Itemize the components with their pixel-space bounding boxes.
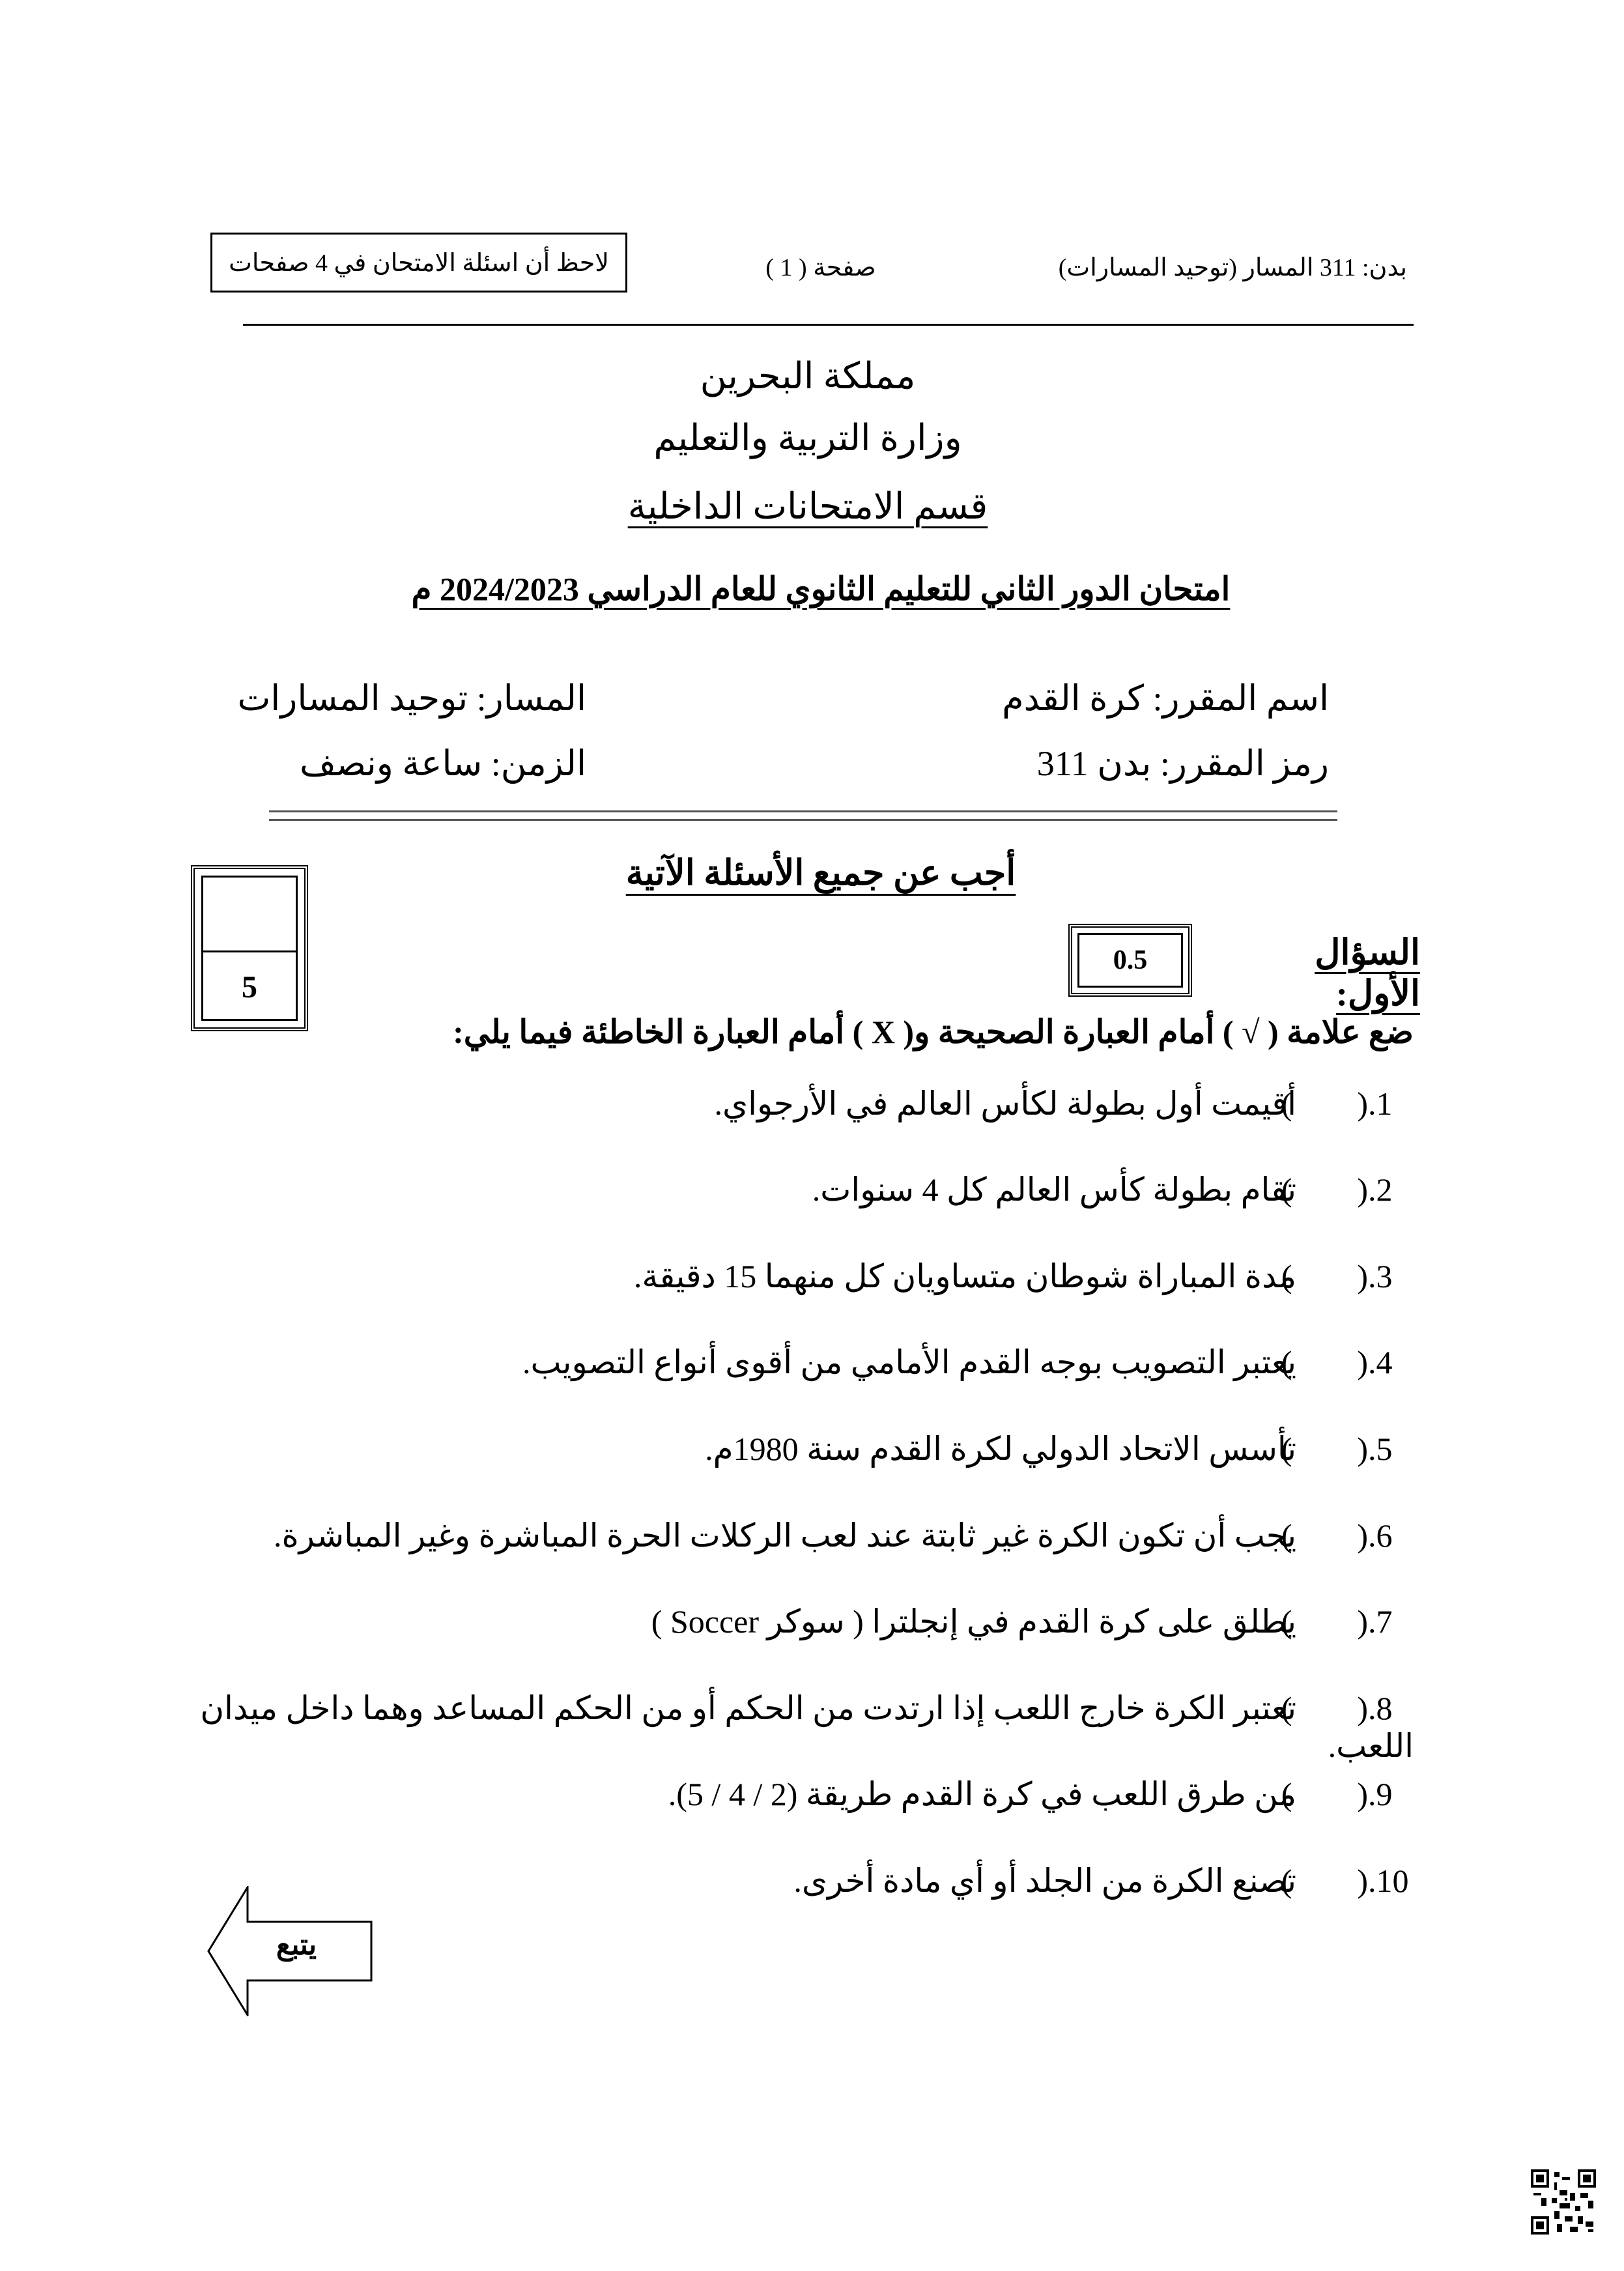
item-text: يطلق على كرة القدم في إنجلترا ( سوكر Soccer ) [651,1603,1296,1640]
exam-title-text: امتحان الدور الثاني للتعليم الثانوي للعام الدراسي 2024/2023 م [411,571,1231,607]
qr-code-icon [1531,2169,1596,2235]
answer-blank[interactable]: ( ) [1281,1344,1368,1380]
item-number: 10. [1368,1863,1409,1899]
department-name [456,485,1160,528]
ministry-name: وزارة التربية والتعليم [653,418,962,459]
exam-pages-note [210,233,627,293]
item-text: تأسس الاتحاد الدولي لكرة القدم سنة 1980م. [705,1431,1296,1467]
course-code: رمز المقرر: بدن 311 [1036,744,1329,783]
question-marks-value: 0.5 [1113,945,1148,975]
exam-pages-note-text: لاحظ أن اسئلة الامتحان في 4 صفحات [229,249,609,277]
item-number: 6. [1368,1517,1393,1554]
item-text: أقيمت أول بطولة لكأس العالم في الأرجواي. [714,1085,1296,1122]
item-text: تصنع الكرة من الجلد أو أي مادة أخرى. [793,1863,1296,1899]
continue-label: يتبع [276,1929,317,1961]
item-number: 8. [1368,1690,1393,1726]
question-marks [1068,924,1192,997]
item-number: 7. [1368,1603,1393,1640]
question-label [1225,932,1420,1014]
track: المسار: توحيد المسارات [237,679,586,718]
country-name: مملكة البحرين [700,356,916,397]
question-item [130,1689,1414,1764]
answer-blank[interactable]: ( ) [1281,1431,1368,1467]
answer-blank[interactable]: ( ) [1281,1517,1368,1554]
question-item [130,1430,1414,1476]
answer-blank[interactable]: ( ) [1281,1690,1368,1726]
question-label-text: السؤال الأول: [1315,933,1420,1013]
item-number: 9. [1368,1776,1393,1812]
item-text: تعتبر الكرة خارج اللعب إذا ارتدت من الحكم أو من الحكم المساعد وهما داخل ميدان اللعب. [200,1690,1414,1764]
page-number: صفحة ( 1 ) [765,254,876,281]
answer-blank[interactable]: ( ) [1281,1085,1368,1122]
duration: الزمن: ساعة ونصف [300,744,586,783]
question-item [130,1517,1414,1562]
question-item [130,1603,1414,1648]
item-number: 5. [1368,1431,1393,1467]
score-box [191,865,308,1031]
question-item [130,1775,1414,1821]
exam-title [365,570,1277,608]
item-text: من طرق اللعب في كرة القدم طريقة (2 / 4 / 5). [668,1776,1296,1812]
course-reference: بدن: 311 المسار (توحيد المسارات) [1058,254,1407,281]
answer-blank[interactable]: ( ) [1281,1258,1368,1294]
item-text: تقام بطولة كأس العالم كل 4 سنوات. [812,1171,1296,1208]
score-box-inner [201,876,298,1021]
section-divider [269,810,1337,821]
item-number: 1. [1368,1085,1393,1122]
course-name: اسم المقرر: كرة القدم [1002,679,1329,718]
answer-blank[interactable]: ( ) [1281,1863,1368,1899]
question-item [130,1343,1414,1389]
item-number: 4. [1368,1344,1393,1380]
question-item [130,1171,1414,1216]
answer-blank[interactable]: ( ) [1281,1171,1368,1208]
score-total: 5 [242,969,257,1005]
department-name-text: قسم الامتحانات الداخلية [627,487,988,527]
item-text: مدة المباراة شوطان متساويان كل منهما 15 دقيقة. [633,1258,1296,1294]
question-directions: ضع علامة ( √ ) أمام العبارة الصحيحة و( X ) أمام العبارة الخاطئة فيما يلي: [453,1014,1414,1050]
item-number: 3. [1368,1258,1393,1294]
question-item [130,1085,1414,1130]
answer-blank[interactable]: ( ) [1281,1776,1368,1812]
question-item [130,1257,1414,1303]
item-text: يعتبر التصويب بوجه القدم الأمامي من أقوى أنواع التصويب. [522,1344,1296,1380]
item-text: يجب أن تكون الكرة غير ثابتة عند لعب الركلات الحرة المباشرة وغير المباشرة. [273,1517,1296,1554]
item-number: 2. [1368,1171,1393,1208]
general-instruction [495,852,1147,893]
header-divider [243,324,1414,326]
general-instruction-text: أجب عن جميع الأسئلة الآتية [625,853,1016,893]
score-box-divider [203,950,296,952]
answer-blank[interactable]: ( ) [1281,1603,1368,1640]
